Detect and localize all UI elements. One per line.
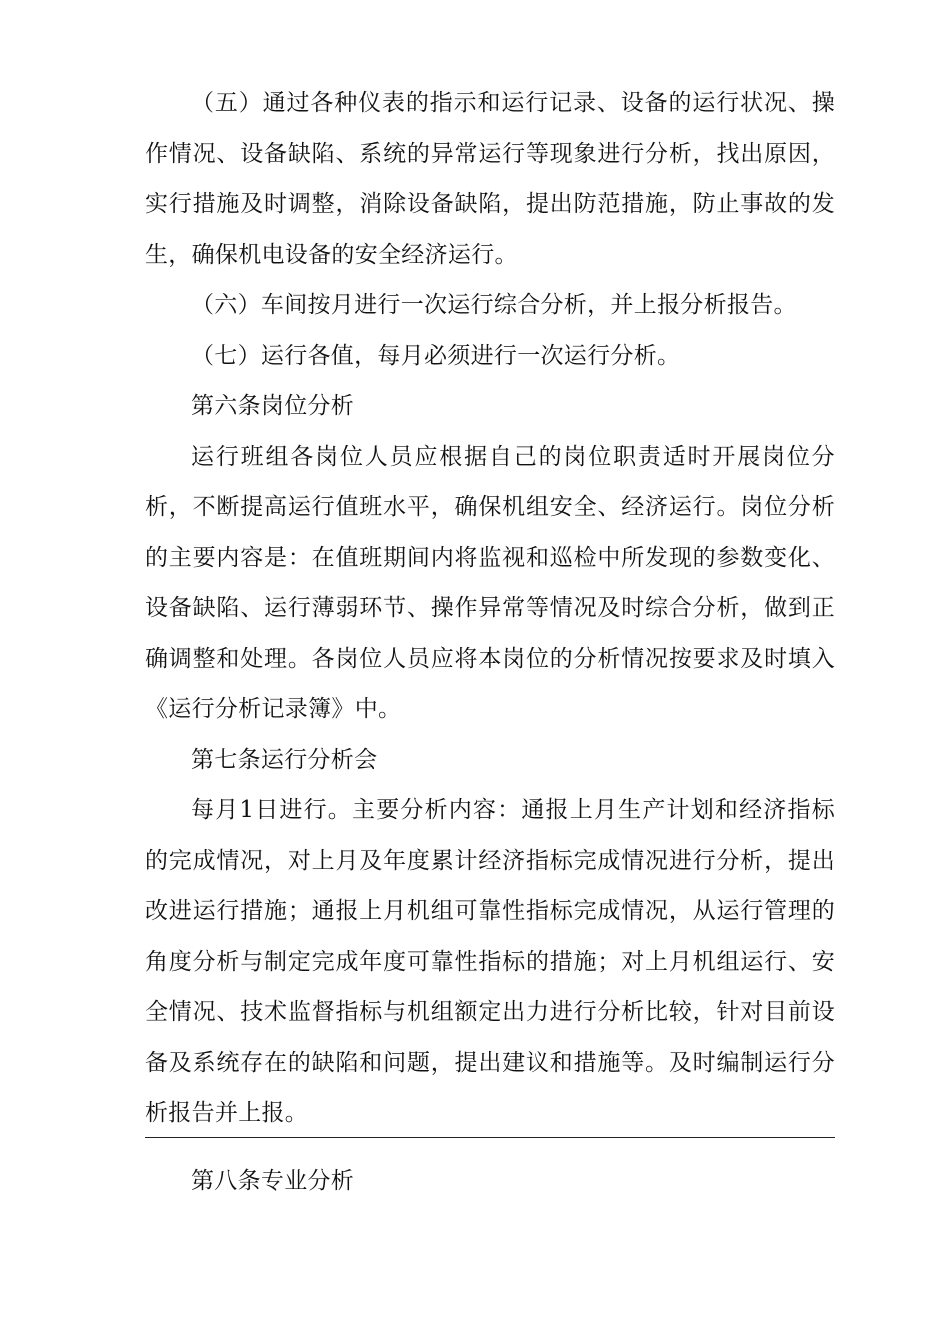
section-divider [145, 1137, 835, 1138]
paragraph-post-analysis: 运行班组各岗位人员应根据自己的岗位职责适时开展岗位分析，不断提高运行值班水平，确保机组安全、经济运行。岗位分析的主要内容是：在值班期间内将监视和巡检中所发现的参数变化、设备缺陷、运行薄弱环节、操作异常等情况及时综合分析，做到正确调整和处理。各岗位人员应将本岗位的分析情况按要求及时填入《运行分析记录簿》中。 [145, 443, 835, 722]
section-heading-article-6: 第六条岗位分析 [191, 393, 355, 419]
section-heading-article-8: 第八条专业分析 [191, 1168, 355, 1194]
paragraph-item-7: （七）运行各值，每月必须进行一次运行分析。 [191, 342, 681, 369]
paragraph-item-6: （六）车间按月进行一次运行综合分析，并上报分析报告。 [191, 292, 797, 318]
section-heading-article-7: 第七条运行分析会 [191, 746, 378, 773]
document-body-continued [145, 1156, 835, 1207]
document-body [145, 78, 835, 1139]
paragraph-analysis-meeting: 每月1日进行。主要分析内容：通报上月生产计划和经济指标的完成情况，对上月及年度累计经济指标完成情况进行分析，提出改进运行措施；通报上月机组可靠性指标完成情况，从运行管理的角度分析与制定完成年度可靠性指标的措施；对上月机组运行、安全情况、技术监督指标与机组额定出力进行分析比较，针对目前设备及系统存在的缺陷和问题，提出建议和措施等。及时编制运行分析报告并上报。 [145, 797, 835, 1126]
paragraph-item-5: （五）通过各种仪表的指示和运行记录、设备的运行状况、操作情况、设备缺陷、系统的异常运行等现象进行分析，找出原因，实行措施及时调整，消除设备缺陷，提出防范措施，防止事故的发生，确保机电设备的安全经济运行。 [145, 90, 835, 268]
